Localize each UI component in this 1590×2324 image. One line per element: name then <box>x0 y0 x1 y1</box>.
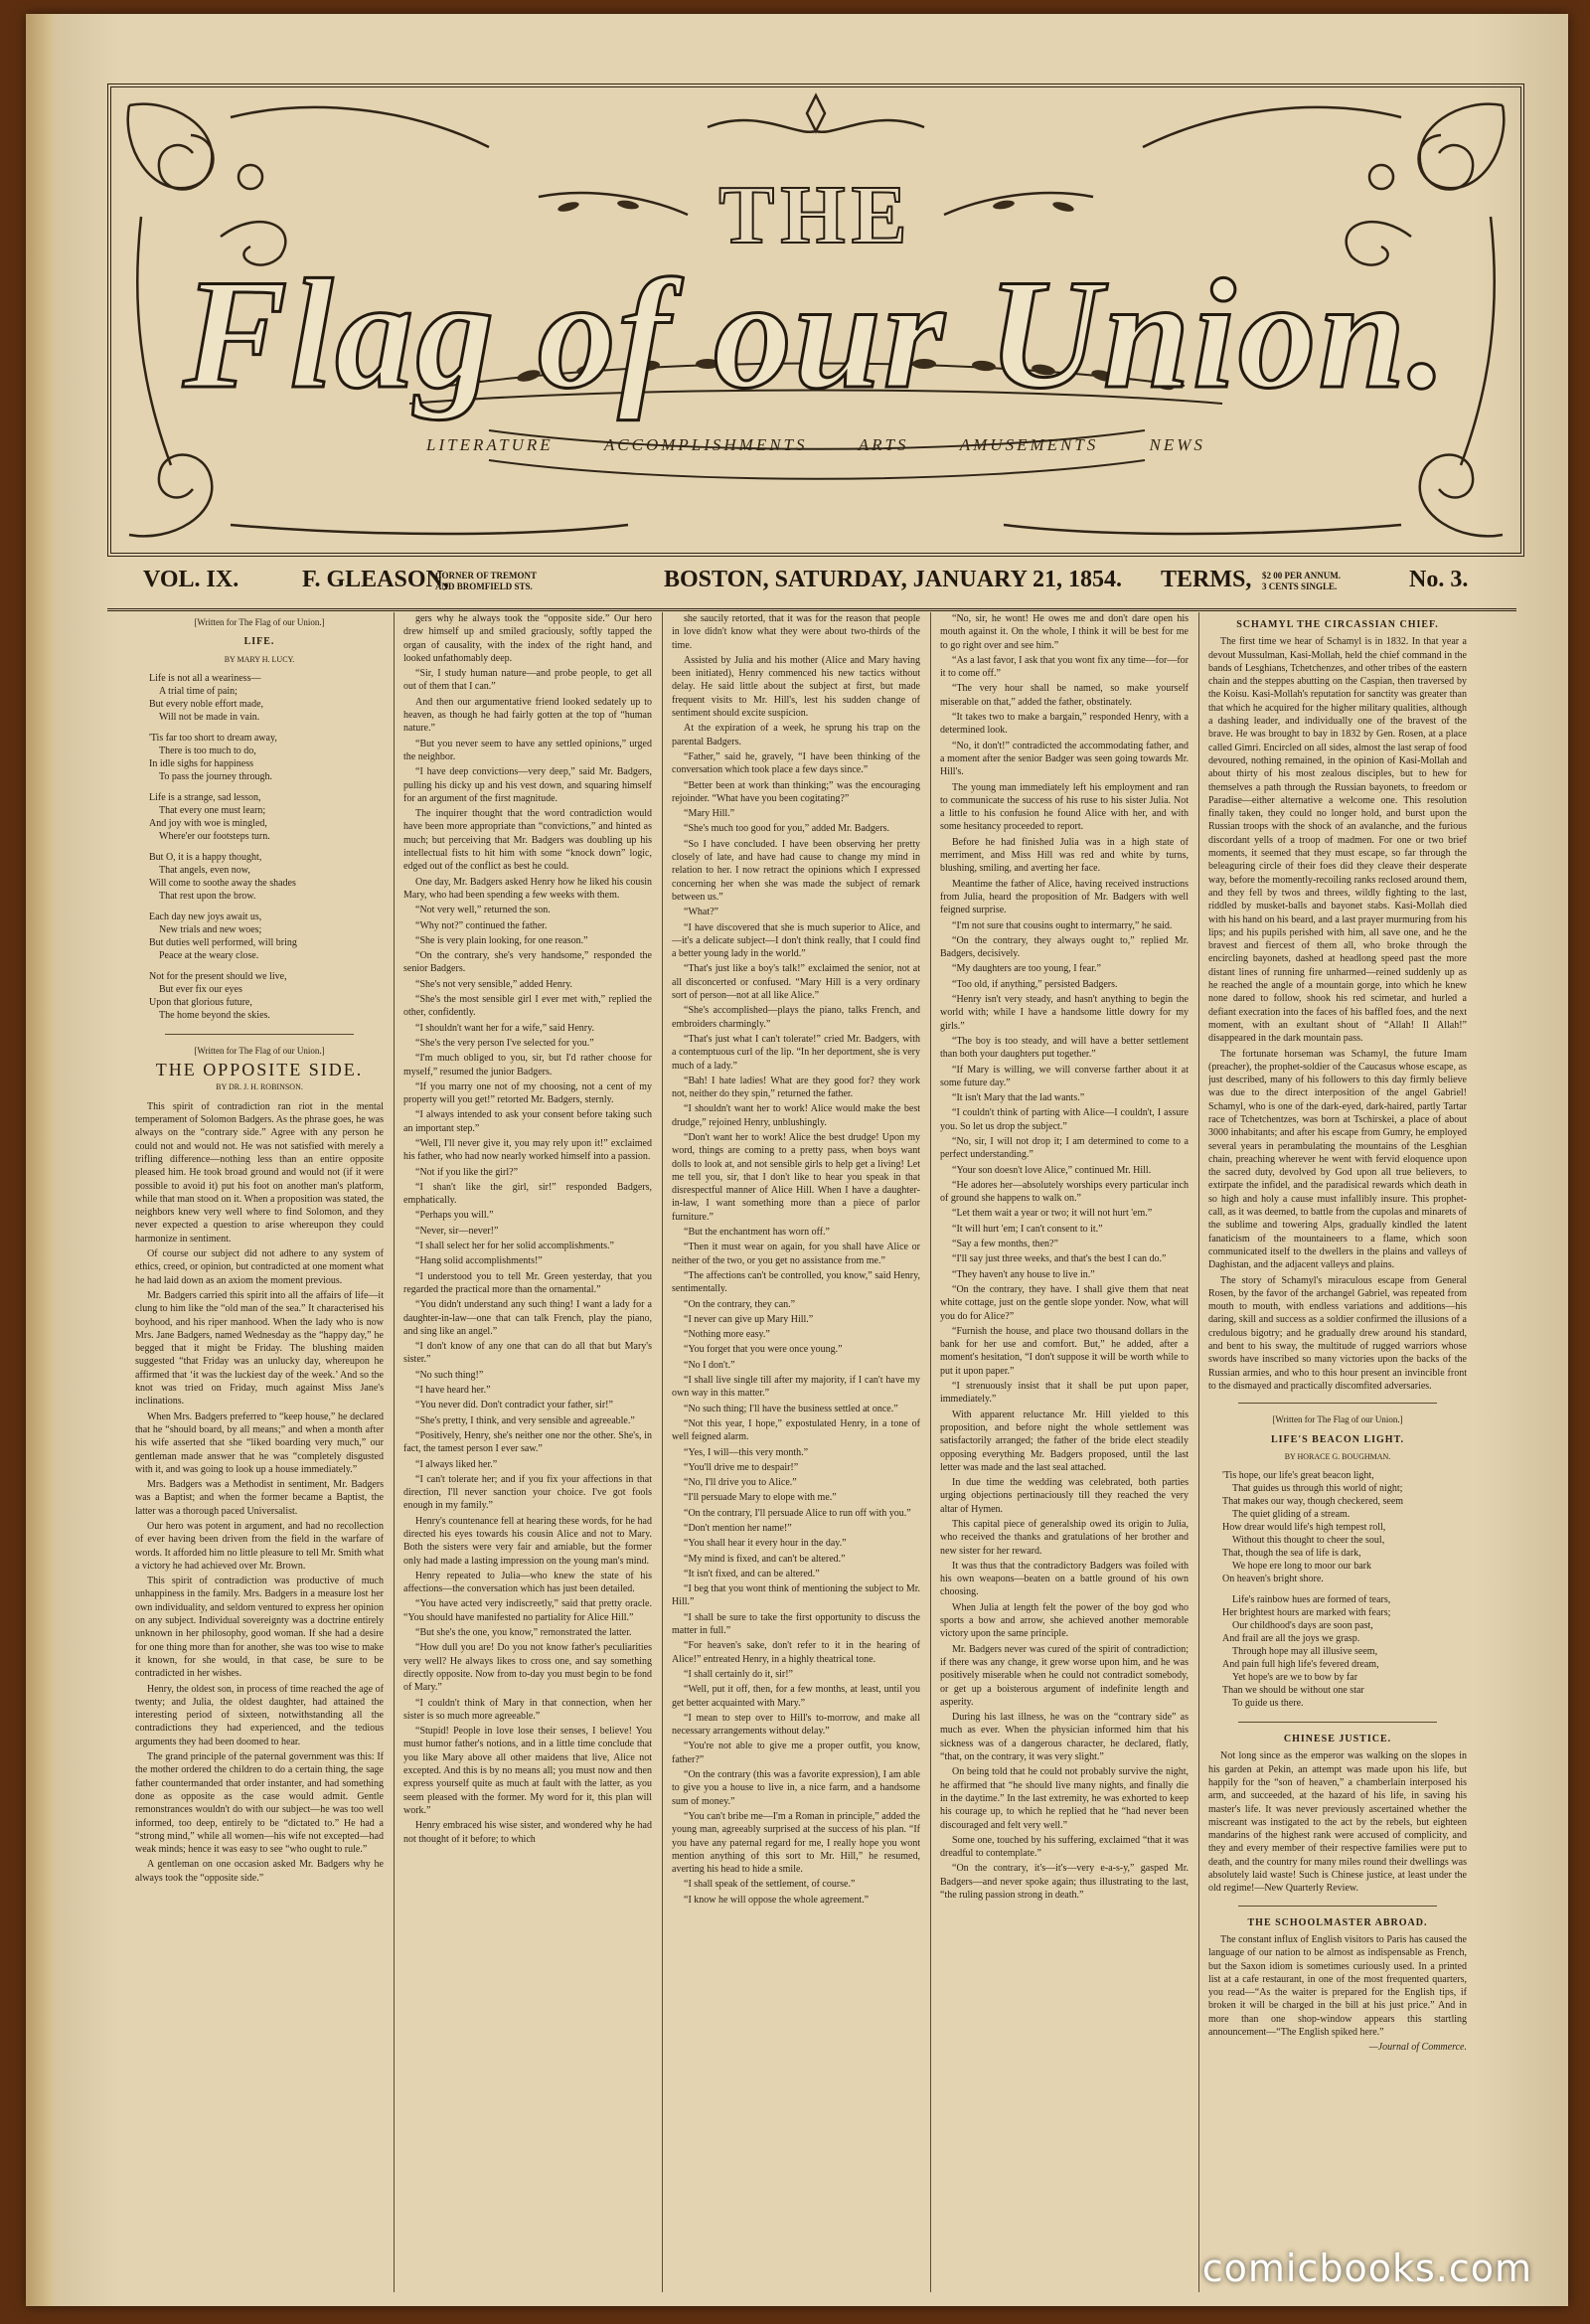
paragraph: This capital piece of generalship owed its origin to Julia, who received the thanks and gratulations of her brother and new sister for her reward. <box>940 1519 1189 1557</box>
paragraph: “I mean to step over to Hill's to-morrow, and make all necessary arrangements without delay.” <box>672 1712 920 1738</box>
paragraph: “I never can give up Mary Hill.” <box>684 1313 814 1325</box>
poem-line: And frail are all the joys we grasp. <box>1222 1633 1360 1645</box>
column-rule <box>662 612 663 2292</box>
poem-line: To pass the journey through. <box>159 770 273 782</box>
paragraph: “Not very well,” returned the son. <box>415 905 551 916</box>
poem-line: Life's rainbow hues are formed of tears, <box>1232 1594 1391 1606</box>
poem-line: That guides us through this world of night; <box>1232 1483 1403 1495</box>
paragraph: “Positively, Henry, she's neither one nor the other. She's, in fact, the tamest person I ever saw.” <box>403 1429 652 1455</box>
poem-line: That, though the sea of life is dark, <box>1222 1548 1361 1560</box>
poem-line: Yet hope's are we to bow by far <box>1232 1672 1358 1684</box>
poem-line: Peace at the weary close. <box>159 949 259 961</box>
divider <box>1238 1906 1437 1907</box>
written-for-credit: [Written for The Flag of our Union.] <box>194 617 325 627</box>
publisher-address <box>435 571 537 592</box>
paragraph: “She's pretty, I think, and very sensible and agreeable.” <box>415 1414 635 1426</box>
paragraph: “Why not?” continued the father. <box>415 919 548 931</box>
paragraph: “I couldn't think of parting with Alice—I couldn't, I assure you. So let us drop the subject.” <box>940 1107 1189 1132</box>
chinese-title: CHINESE JUSTICE. <box>1283 1734 1392 1745</box>
poem-line: On heaven's bright shore. <box>1222 1574 1324 1585</box>
paragraph: “It isn't Mary that the lad wants.” <box>952 1092 1085 1104</box>
written-for-credit: [Written for The Flag of our Union.] <box>1272 1414 1403 1425</box>
terms-label: TERMS, <box>1161 567 1252 592</box>
poem-title: LIFE. <box>243 636 275 648</box>
paragraph: “Nothing more easy.” <box>684 1329 770 1341</box>
paragraph: “No, sir, he wont! He owes me and don't dare open his mouth against it. On the whole, I think it will be best for me to go right over and see him.” <box>940 613 1189 651</box>
story-text <box>403 612 652 1846</box>
poem-line: Not for the present should we live, <box>149 970 287 982</box>
banner-word: LITERATURE <box>426 435 554 454</box>
story-title: THE OPPOSITE SIDE. <box>155 1060 364 1080</box>
paragraph: The inquirer thought that the word contradiction would have been more appropriate than “convictions,” and hinted as much; but perceiving that Mr. Badgers was doubling up his intellectual fists to hit him with some “knock down” logic, edged out of the conflict as best he could. <box>403 808 652 873</box>
divider <box>1238 1722 1437 1723</box>
paragraph: “I'm much obliged to you, sir, but I'd rather choose for myself,” resumed the junior Badgers. <box>403 1053 652 1078</box>
paragraph: “I shall certainly do it, sir!” <box>684 1668 793 1680</box>
paragraph: “That's just what I can't tolerate!” cried Mr. Badgers, with a contemptuous curl of the lip. “In her deportment, she is very much of a lady.” <box>672 1033 920 1072</box>
paragraph: Henry embraced his wise sister, and wondered why he had not thought of it before; to which <box>403 1820 652 1845</box>
paragraph: “That's just like a boy's talk!” exclaimed the senior, not at all disconcerted or confused. “Mary Hill is a very ordinary sort of person—not at all like Alice.” <box>672 963 920 1002</box>
story-text <box>940 612 1189 1902</box>
paragraph: “Sir, I study human nature—and probe people, to get all out of them that I can.” <box>403 668 652 693</box>
paragraph: she saucily retorted, that it was for the reason that people in love didn't know what they were about two-thirds of the time. <box>672 613 920 651</box>
paragraph: The story of Schamyl's miraculous escape from General Rosen, by the favor of the archangel Gabriel, was repeated from mouth to mouth, with endless variations and additions—his daring, skill and success as a soldier confirmed the illusions of a credulous bigotry; and he gradually drew around his standard, and bent to his sway, the multitude of rugged warriors whose swords have inscribed so many victories upon the backs of the Russian armies, and who to this hour present an invincible front to the dismayed and practically discomfited adversaries. <box>1208 1274 1467 1392</box>
paragraph: “Then it must wear on again, for you shall have Alice or neither of the two, or you get no assistance from me.” <box>672 1242 920 1266</box>
paragraph: “Hang solid accomplishments!” <box>415 1255 543 1267</box>
poem-line: Will not be made in vain. <box>159 711 260 723</box>
paragraph: “My mind is fixed, and can't be altered.” <box>684 1553 846 1565</box>
paragraph: “I shall speak of the settlement, of course.” <box>684 1879 856 1891</box>
paragraph: “I shall be sure to take the first opportunity to discuss the matter in full.” <box>672 1611 920 1637</box>
price-line: 3 CENTS SINGLE. <box>1262 581 1338 591</box>
paragraph: The young man immediately left his employment and ran to communicate the success of his ruse to his sister Julia. Not a little to his confusion he found Alice with her, and with some hesitancy proceeded to report. <box>940 781 1189 833</box>
paragraph: When Julia at length felt the power of the boy god who sports a bow and arrow, she achieved another memorable victory upon the same principle. <box>940 1601 1189 1640</box>
poem-line: To guide us there. <box>1232 1698 1304 1710</box>
masthead-title: Flag of our Union. <box>182 248 1449 421</box>
paragraph: The first time we hear of Schamyl is in 1832. In that year a devout Mussulman, Kasi-Mollah, held the chief command in the bands of Lesghians, Tchetchenzes, and other tribes of the eastern chain and the steppes abutting on the Caspian, then traversed by the Koisu. Kasi-Mollah's reputation for sanctity was greater than that which he acquired for the higher military qualities, although a dashing leader, and individually one of the bravest of the brave. He was brought to bay in 1832 by Gen. Rosen, at a place called Gimri. Encircled on all sides, almost the last serap of food devoured, nothing remained, in the opinion of Kasi-Mollah and about thirty of his most zealous disciples, but to hew for themselves a path through the Russian bayonets, to freedom or Paradise—either alternative a welcome one. This resolution finally taken, they could no longer hold, and burst upon the Russian troops with the shock of an avalanche, and the furious discordant yells of a troop of madmen. For one or two brief moments, it seemed that they must escape, so far through the beleaguring circle of their foes did they cleave their desperate way, before the momently-recoiling ranks reclosed around them, and they fell by twos and threes, wildly fighting to the last, riddled by musket-balls and bayonet stabs. Kasi-Mollah died with his hand on his beard, and a last prayer murmuring from his lips; and his pupils perished with him, all save one, and he the bravest and fiercest of them all, who broke through the encircling bayonets, dashed at headlong speed past the more distant lines of running fire unharmed—reined suddenly up as he reached the angle of a mountain gorge, into which he knew none dared to follow, shook his red scimetar, and hurled a defiant execration into the faces of his baffled foes, and the next moment, with an exultant shout of “Allah! Il Allah!” disappeared in the dark mountain pass. <box>1208 636 1467 1045</box>
paragraph: “I'm not sure that cousins ought to intermarry,” he said. <box>952 919 1173 931</box>
story-byline: BY DR. J. H. ROBINSON. <box>216 1082 303 1092</box>
paragraph: “I shall live single till after my majority, if I can't have my own way in this matter.” <box>672 1375 920 1400</box>
paragraph: “I can't tolerate her; and if you fix your affections in that direction, I'll never sanction your choice. I've got fools enough in my family.” <box>403 1473 652 1512</box>
paragraph: “I'll say just three weeks, and that's the best I can do.” <box>952 1253 1167 1265</box>
poem-line: And pain full high life's fevered dream, <box>1222 1659 1379 1671</box>
story-text <box>135 1100 384 1885</box>
poem-line: Without this thought to cheer the soul, <box>1232 1535 1385 1547</box>
paragraph: “I don't know of any one that can do all that but Mary's sister.” <box>403 1341 652 1366</box>
paragraph: “I know he will oppose the whole agreement.” <box>684 1894 870 1906</box>
column-rule <box>930 612 931 2292</box>
paragraph: “I shouldn't want her to work! Alice would make the best drudge,” rejoined Henry, unblushingly. <box>672 1103 920 1128</box>
paragraph: “Stupid! People in love lose their senses, I believe! You must humor father's notions, and in a little time conclude that you like Mary above all other maidens that live, Alice not excepted. And this is by no means all; you must now and then express yourself quite as much at fault with the latter, as you seem pleased with the former. My word for it, this plan will work.” <box>403 1726 652 1816</box>
paragraph: During his last illness, he was on the “contrary side” as much as ever. When the physician informed him that his sickness was of a dangerous character, he declared, flatly, “that, on the contrary, it was very slight.” <box>940 1712 1189 1763</box>
paragraph: “No, I'll drive you to Alice.” <box>684 1477 797 1489</box>
column-rule <box>1198 612 1199 2292</box>
poem-line: The quiet gliding of a stream. <box>1232 1509 1351 1521</box>
paragraph: Henry, the oldest son, in process of time reached the age of twenty; and Julia, the oldest daughter, had attained the interesting period of sixteen, notwithstanding all the contradictions they had experienced, and the tedious arguments they had been doomed to hear. <box>135 1683 384 1747</box>
banner-word: AMUSEMENTS <box>959 435 1099 454</box>
issue-number: No. 3. <box>1409 567 1469 592</box>
column-5 <box>1208 612 1467 2292</box>
paragraph: In due time the wedding was celebrated, both parties urging objections pertinaciously till they reached the very altar of Hymen. <box>940 1477 1189 1515</box>
paragraph: “Not this year, I hope,” expostulated Henry, in a tone of well feigned alarm. <box>672 1417 920 1443</box>
paragraph: “It will hurt 'em; I can't consent to it.” <box>952 1223 1103 1235</box>
story-text <box>672 612 920 1907</box>
poem-line: But ever fix our eyes <box>159 983 242 995</box>
paragraph: Henry repeated to Julia—who knew the state of his affections—the conversation which has just been detailed. <box>403 1570 652 1595</box>
poem-line: How drear would life's high tempest roll, <box>1222 1522 1386 1534</box>
poem-line: Upon that glorious future, <box>149 996 252 1008</box>
schoolmaster-title: THE SCHOOLMASTER ABROAD. <box>1247 1916 1428 1928</box>
poem-line: 'Tis hope, our life's great beacon light, <box>1222 1470 1374 1482</box>
paragraph: “No, sir, I will not drop it; I am determined to come to a perfect understanding.” <box>940 1135 1189 1161</box>
poem-line: Her brightest hours are marked with fears; <box>1222 1607 1391 1619</box>
paragraph: “She's the most sensible girl I ever met with,” replied the other, confidently. <box>403 994 652 1019</box>
column-2 <box>403 612 652 2292</box>
paragraph: A gentleman on one occasion asked Mr. Badgers why he always took the “opposite side.” <box>135 1859 384 1884</box>
paragraph: “Say a few months, then?” <box>952 1239 1058 1250</box>
paragraph: “Your son doesn't love Alice,” continued Mr. Hill. <box>952 1164 1152 1176</box>
paragraph: “You'll drive me to despair!” <box>684 1461 799 1473</box>
paragraph: Not long since as the emperor was walking on the slopes in his garden at Pekin, an attempt was made upon his life, but happily for the “son of heaven,” a chamberlain interposed his arm, and succeeded, at the hazard of his life, in saving his master's life. It was never previously ascertained whether the miscreant was instigated to the act by the rebels, but eighteen mandarins of the highest rank were accused of complicity, and they and every member of their respective families were put to death, and the country for many miles round their dwellings was absolutely laid waste! Such is Chinese justice, at least under the old regime!—New Quarterly Review. <box>1208 1750 1467 1895</box>
paragraph: “No I don't.” <box>684 1359 735 1371</box>
terms-price <box>1262 571 1341 592</box>
paragraph: “The very hour shall be named, so make yourself miserable on that,” added the father, obstinately. <box>940 683 1189 708</box>
paragraph: “On the contrary, it's—it's—very e-a-s-y,” gasped Mr. Badgers—and never spoke again; thus illustrating to the last, “the ruling passion strong in death.” <box>940 1863 1189 1902</box>
paragraph: On being told that he could not probably survive the night, he affirmed that “he should live many nights, and finally die in the daytime.” In the last extremity, he was exhorted to keep his courage up, to which he replied that he “had never been discouraged and felt very well.” <box>940 1766 1189 1831</box>
paragraph: “I shall select her for her solid accomplishments.” <box>415 1241 614 1252</box>
poem-line: New trials and new woes; <box>159 923 262 935</box>
masthead <box>107 83 1524 557</box>
publisher-name: F. GLEASON, <box>302 567 449 592</box>
volume-number: VOL. IX. <box>143 567 239 592</box>
paragraph: “So I have concluded. I have been observing her pretty closely of late, and have had cause to change my mind in relation to her. I now retract the opinions which I expressed concerning her when she was made the subject of remark between us.” <box>672 838 920 903</box>
paragraph: “No, it don't!” contradicted the accommodating father, and a moment after the senior Badger was seen going towards Mr. Hill's. <box>940 740 1189 778</box>
poem-line: A trial time of pain; <box>159 685 238 697</box>
poem-beacon <box>1222 1469 1467 1710</box>
paragraph: “You have acted very indiscreetly,” said that pretty oracle. “You should have manifested no partiality for Alice Hill.” <box>403 1598 652 1623</box>
paragraph: When Mrs. Badgers preferred to “keep house,” he declared that he “should board, by all means;” and when a month after his wife asserted that she “liked boarding very much,” our gentleman made answer that he was “completely disgusted with it, and was going to look up a house immediately.” <box>135 1411 384 1475</box>
poem-line: 'Tis far too short to dream away, <box>149 732 277 744</box>
paragraph: gers why he always took the “opposite side.” Our hero drew himself up and smiled graciously, softly tapped the organ of causality, with the index of the right hand, and looked unfathomably deep. <box>403 613 652 664</box>
paragraph: “She's the very person I've selected for you.” <box>415 1037 594 1049</box>
paragraph: “It takes two to make a bargain,” responded Henry, with a determined look. <box>940 712 1189 737</box>
masthead-banner <box>111 435 1520 455</box>
paragraph: With apparent reluctance Mr. Hill yielded to this proposition, and before night the whole settlement was satisfactorily arranged; the father of the bride elect steadily opposing everything Mr. Badgers proposed, until the last letter was made and the last seal attached. <box>940 1409 1189 1473</box>
poem-line: Life is not all a weariness— <box>149 672 261 684</box>
paragraph: “Henry isn't very steady, and hasn't anything to begin the world with; while I have a handsome little dowry for my girls.” <box>940 994 1189 1032</box>
paragraph: “As a last favor, I ask that you wont fix any time—for—for it to come off.” <box>940 654 1189 680</box>
paragraph: “I always intended to ask your consent before taking such an important step.” <box>403 1109 652 1134</box>
paragraph: “Well, I'll never give it, you may rely upon it!” exclaimed his father, who had now nearly worked himself into a passion. <box>403 1137 652 1163</box>
paragraph: “I have discovered that she is much superior to Alice, and—it's a delicate subject—I don't think really, that I could find a better young lady in the world.” <box>672 921 920 960</box>
paragraph: “I understood you to tell Mr. Green yesterday, that you regarded the practical more than the ornamental.” <box>403 1270 652 1295</box>
column-4 <box>940 612 1189 2292</box>
poem-line: But duties well performed, will bring <box>149 936 297 948</box>
paragraph: “Mary Hill.” <box>684 808 735 820</box>
paragraph: “I beg that you wont think of mentioning the subject to Mr. Hill.” <box>672 1583 920 1608</box>
paragraph: “The boy is too steady, and will have a better settlement than both your daughters put together.” <box>940 1035 1189 1061</box>
column-3 <box>672 612 920 2292</box>
paragraph: “Too old, if anything,” persisted Badgers. <box>952 978 1118 990</box>
paragraph: “You forget that you were once young.” <box>684 1344 843 1356</box>
poem-byline: BY HORACE G. BOUGHMAN. <box>1284 1451 1391 1461</box>
paragraph: “On the contrary, they always ought to,” replied Mr. Badgers, decisively. <box>940 934 1189 960</box>
paragraph: “The affections can't be controlled, you know,” said Henry, sentimentally. <box>672 1269 920 1295</box>
paragraph: “On the contrary, they can.” <box>684 1298 796 1310</box>
banner-word: ARTS <box>858 435 909 454</box>
paragraph: “It isn't fixed, and can be altered.” <box>684 1568 820 1579</box>
written-for-credit: [Written for The Flag of our Union.] <box>194 1045 325 1056</box>
paragraph: “No such thing!” <box>415 1369 484 1381</box>
poem-line: We hope ere long to moor our bark <box>1232 1561 1371 1573</box>
dateline <box>107 559 1516 611</box>
poem-line: Will come to soothe away the shades <box>149 877 296 889</box>
paragraph: “But she's the one, you know,” remonstrated the latter. <box>415 1627 632 1639</box>
paragraph: “But the enchantment has worn off.” <box>684 1227 830 1239</box>
paragraph: “You never did. Don't contradict your father, sir!” <box>415 1400 613 1411</box>
paragraph: It was thus that the contradictory Badgers was foiled with his own weapons—beaten on a battle ground of his own choosing. <box>940 1560 1189 1598</box>
paragraph: Mr. Badgers carried this spirit into all the affairs of life—it clung to him like the “old man of the sea.” It characterised his boyhood, and his riper manhood. When the lady who is now Mrs. Jane Badgers, named Wednesday as the “happy day,” he begged that it might be Friday. The blushing maiden suggested “that Friday was an unlucky day, whereupon he affirmed that ‘it was the luckiest day of the week.’ And so the knot was tried on Friday, much against Miss Jane's inclinations. <box>135 1289 384 1408</box>
newspaper-page <box>26 14 1568 2306</box>
paragraph: Our hero was potent in argument, and had no recollection of ever having been driven from the field in the warfare of words. It afforded him no little pleasure to tell Mr. Smith what a victory he had achieved over Mr. Brown. <box>135 1520 384 1572</box>
binding-spine <box>26 14 54 2306</box>
paragraph: The grand principle of the paternal government was this: If the mother ordered the children to do a certain thing, the sage father countermanded that order instanter, and had something done as opposite as the case would admit. Gentle remonstrances wouldn't do with our subject—he was too well informed, too deep, entirely to be “dictated to.” He had a “strong mind,” while all women—his wife not excepted—had weak minds; hence it was easy to see “who ought to rule.” <box>135 1751 384 1856</box>
paragraph: “She's accomplished—plays the piano, talks French, and embroiders charmingly.” <box>672 1005 920 1030</box>
paragraph: “If Mary is willing, we will converse farther about it at some future day.” <box>940 1064 1189 1088</box>
paragraph: At the expiration of a week, he sprung his trap on the parental Badgers. <box>672 723 920 747</box>
paragraph: “Yes, I will—this very month.” <box>684 1446 809 1458</box>
paragraph: Before he had finished Julia was in a high state of merriment, and Miss Hill was red and white by turns, blushing, smiling, and averting her face. <box>940 836 1189 875</box>
paragraph: Mr. Badgers never was cured of the spirit of contradiction; if there was any change, it grew worse upon him, and he was positively miserable when he could not contradict somebody, or get up a boisterous argument of indefinite length and asperity. <box>940 1643 1189 1708</box>
paragraph: “You're not able to give me a proper outfit, you know, father?” <box>672 1741 920 1765</box>
paragraph: “Don't mention her name!” <box>684 1523 792 1534</box>
poem-line: Each day new joys await us, <box>149 911 262 922</box>
paragraph: “Better been at work than thinking;” was the encouraging rejoinder. “What have you been cogitating?” <box>672 779 920 804</box>
schamyl-text <box>1208 635 1467 1393</box>
paragraph: “On the contrary (this was a favorite expression), I am able to give you a house to live in, a nice farm, and a handsome sum of money.” <box>672 1769 920 1807</box>
paragraph: “On the contrary, she's very handsome,” responded the senior Badgers. <box>403 950 652 975</box>
address-line: CORNER OF TREMONT <box>435 571 538 581</box>
paragraph: “Bah! I hate ladies! What are they good for? they work not, neither do they spin,” returned the father. <box>672 1075 920 1100</box>
paragraph: And then our argumentative friend looked sedately up to heaven, as though he had fairly gotten at the top of “human nature.” <box>403 696 652 735</box>
paragraph: “Not if you like the girl?” <box>415 1166 519 1178</box>
paragraph: One day, Mr. Badgers asked Henry how he liked his cousin Mary, who had been spending a few weeks with them. <box>403 876 652 901</box>
paragraph: “On the contrary, they have. I shall give them that neat white cottage, just on the gentle slope yonder. Now, what will you do for Alice?” <box>940 1283 1189 1322</box>
paragraph: “No such thing; I'll have the business settled at once.” <box>684 1403 898 1414</box>
paragraph: Meantime the father of Alice, having received instructions from Julia, heard the proposition of Mr. Badgers with well feigned surprise. <box>940 878 1189 916</box>
paragraph: “Father,” said he, gravely, “I have been thinking of the conversation which took place a few days since.” <box>672 750 920 776</box>
schamyl-title: SCHAMYL THE CIRCASSIAN CHIEF. <box>1236 619 1439 630</box>
poem-byline: BY MARY H. LUCY. <box>224 654 295 664</box>
paragraph: “Well, put it off, then, for a few months, at least, until you get better acquainted with Mary.” <box>672 1684 920 1709</box>
poem-line: That makes our way, though checkered, seem <box>1222 1496 1404 1508</box>
paragraph: “On the contrary, I'll persuade Alice to run off with you.” <box>684 1507 911 1519</box>
watermark-text: comicbooks.com <box>1201 2246 1532 2290</box>
poem-line: Where'er our footsteps turn. <box>159 830 270 842</box>
banner-word: ACCOMPLISHMENTS <box>603 435 808 454</box>
paragraph: “She is very plain looking, for one reason.” <box>415 934 588 946</box>
paragraph: “I shouldn't want her for a wife,” said Henry. <box>415 1022 594 1034</box>
paragraph: “They haven't any house to live in.” <box>952 1268 1095 1280</box>
paragraph: “Never, sir—never!” <box>415 1225 499 1237</box>
paragraph: This spirit of contradiction ran riot in the mental temperament of Solomon Badgers. As the phrase goes, he was always on the “contrary side.” Agree with any person he could not and would not. He was not satisfied with merely a trifling difference—nothing less than an entire opposite pleased him. He took broad ground and would not (if it were possible to avoid it) put his foot on another man's platform, while that man stood on it. When a proposition was stated, the neighbors knew very well where to find Solomon, and they never expected a question to arise whereupon they could harmonize in sentiment. <box>135 1100 384 1245</box>
poem-line: There is too much to do, <box>159 745 256 756</box>
paragraph: “You shall hear it every hour in the day.” <box>684 1538 847 1550</box>
poem-line: Through hope may all illusive seem, <box>1232 1646 1378 1658</box>
paragraph: “Furnish the house, and place two thousand dollars in the bank for her use and comfort. But,” he added, after a moment's hesitation, “I don't suppose it will be worth while to put it upon paper.” <box>940 1325 1189 1377</box>
paragraph: “I have heard her.” <box>415 1385 491 1397</box>
paragraph: “I shan't like the girl, sir!” responded Badgers, emphatically. <box>403 1181 652 1207</box>
paragraph: This spirit of contradiction was productive of much unhappiness in the family. Mrs. Badgers in a measure lost her own individuality, and seldom ventured to express her opinion on any subject. Individual sovereignty was a doctrine entirely unknown in her philosophy, good woman. If she had a desire for one thing more than for another, she was too wise to make it known, for she would, in that case, be sure to be contradicted in her wishes. <box>135 1576 384 1680</box>
price-line: $2 00 PER ANNUM. <box>1262 571 1341 581</box>
paragraph: “She's not very sensible,” added Henry. <box>415 978 573 990</box>
address-line: AND BROMFIELD STS. <box>435 581 533 591</box>
paragraph: “You can't bribe me—I'm a Roman in principle,” added the young man, agreeably surprised at the success of his plan. “If you have any paternal regard for me, I really hope you wont mention anything of this sort to Mr. Hill,” he resumed, averting his head to hide a smile. <box>672 1810 920 1876</box>
paragraph: “My daughters are too young, I fear.” <box>952 963 1101 975</box>
banner-word: NEWS <box>1149 435 1205 454</box>
paragraph: “I strenuously insist that it shall be put upon paper, immediately.” <box>940 1381 1189 1406</box>
divider <box>1238 1403 1437 1404</box>
poem-line: In idle sighs for happiness <box>149 757 253 769</box>
paragraph: “For heaven's sake, don't refer to it in the hearing of Alice!” entreated Henry, in a highly theatrical tone. <box>672 1640 920 1665</box>
paragraph: “You didn't understand any such thing! I want a lady for a daughter-in-law—one that can talk French, play the piano, and sing like an angel.” <box>403 1299 652 1337</box>
poem-line: And joy with woe is mingled, <box>149 817 267 829</box>
poem-line: That rest upon the brow. <box>159 890 256 902</box>
paragraph: The constant influx of English visitors to Paris has caused the language of our nation to be almost as indispensable as French, but the Saxon idiom is sometimes curiously used. In a printed list at a cafe restaurant, in one of the most frequented quarters, you read—“As the waiter is prepared for the English tips, if broken it will be charged in the bill at his just price.” And in more than one shop-window appears this startling announcement—“The English spiked here.” <box>1208 1933 1467 2039</box>
paragraph: “I couldn't think of Mary in that connection, when her sister is so much more agreeable.” <box>403 1697 652 1722</box>
paragraph: “If you marry one not of my choosing, not a cent of my property will you get!” retorted Mr. Badgers, sternly. <box>403 1080 652 1106</box>
issue-date: BOSTON, SATURDAY, JANUARY 21, 1854. <box>664 567 1123 592</box>
divider <box>165 1034 354 1035</box>
poem-line: Our childhood's days are soon past, <box>1232 1620 1373 1632</box>
paragraph: The fortunate horseman was Schamyl, the future Imam (preacher), the prophet-soldier of the Caucasus whose escape, as just described, many of his followers to this day firmly believe was due to the direct interposition of the angel Gabriel! Schamyl, who is one of the dark-eyed, dark-haired, partly Tartar race of Tchetchentzes, was born at Tschirskei, a place of about 3000 inhabitants; and after his escape from Gumry, he employed several years in perambulating the mountains of the Lesghian chain, preaching wherever he went with fervid eloquence upon the sacred duty, devolved by God upon all true believers, to extirpate the infidel, and the paradisical rewards which death in so high and holy a cause must infallibly insure. This prophet-call, as it was deemed, to battle from the cupolas and minarets of the sublime and towering Alps, gradually kindled the latent fanaticism of the mountaineers to a flame, which soon communicated itself to the dwellers in the plains and valleys of Daghistan, and the adjacent valleys and plains. <box>1208 1048 1467 1271</box>
article-columns <box>135 612 1467 2292</box>
schoolmaster-text <box>1208 1933 1467 2039</box>
poem-line: But every noble effort made, <box>149 698 264 710</box>
poem-line: Life is a strange, sad lesson, <box>149 791 261 803</box>
poem-line: That angels, even now, <box>159 864 250 876</box>
paragraph: “Perhaps you will.” <box>415 1210 494 1222</box>
poem-title: LIFE'S BEACON LIGHT. <box>1270 1433 1404 1445</box>
paragraph: “How dull you are! Do you not know father's peculiarities very well? He always likes to cross one, and say something directly opposite. Now from to-day you must begin to be fond of Mary.” <box>403 1642 652 1694</box>
paragraph: “Let them wait a year or two; it will not hurt 'em.” <box>952 1208 1153 1220</box>
paragraph: “He adores her—absolutely worships every particular inch of ground she happens to walk on.” <box>940 1179 1189 1205</box>
paragraph: “I always liked her.” <box>415 1458 498 1470</box>
poem-line: That every one must learn; <box>159 804 266 816</box>
poem-line: The home beyond the skies. <box>159 1009 270 1021</box>
column-1 <box>135 612 384 2292</box>
poem-line: Than we should be without one star <box>1222 1685 1364 1697</box>
paragraph: Some one, touched by his suffering, exclaimed “that it was dreadful to contemplate.” <box>940 1834 1189 1860</box>
paragraph: “I'll persuade Mary to elope with me.” <box>684 1492 837 1504</box>
poem-life <box>149 672 384 1022</box>
column-rule <box>394 612 395 2292</box>
paragraph: Of course our subject did not adhere to any system of ethics, creed, or opinion, but contradicted at one moment what he had laid down as an axiom the moment previous. <box>135 1248 384 1286</box>
paragraph: “She's much too good for you,” added Mr. Badgers. <box>684 823 890 835</box>
chinese-text <box>1208 1749 1467 1895</box>
paragraph: Henry's countenance fell at hearing these words, for he had directed his eyes towards his cousin Alice and not to Mary. Both the sisters were very fair and amiable, but the former only had made a lasting impression on the young man's mind. <box>403 1515 652 1567</box>
masthead-the: THE <box>718 169 913 261</box>
paragraph: Mrs. Badgers was a Methodist in sentiment, Mr. Badgers was a Baptist; and when the former became a Baptist, the latter was a thorough paced Universalist. <box>135 1479 384 1517</box>
paragraph: “What?” <box>684 907 718 918</box>
paragraph: Assisted by Julia and his mother (Alice and Mary having been initiated), Henry commenced his new tactics without delay. He said little about the subject at first, but made frequent visits to Mr. Hill's, lest his sudden change of sentiment should excite suspicion. <box>672 654 920 720</box>
paragraph: “But you never seem to have any settled opinions,” urged the neighbor. <box>403 738 652 762</box>
source-signature: —Journal of Commerce. <box>1368 2042 1467 2054</box>
paragraph: “Don't want her to work! Alice the best drudge! Upon my word, things are coming to a pretty pass, when boys want dolls to look at, and not sensible girls to help get a living! Let me tell you, sir, that I don't like to hear you speak in that disrespectful manner of Alice Hill. When I have a daughter-in-law, I want something more than a piece of parlor furniture.” <box>672 1131 920 1223</box>
poem-line: But O, it is a happy thought, <box>149 851 262 863</box>
paragraph: “I have deep convictions—very deep,” said Mr. Badgers, pulling his dicky up and his vest down, and squaring himself for an argument of the first magnitude. <box>403 766 652 804</box>
